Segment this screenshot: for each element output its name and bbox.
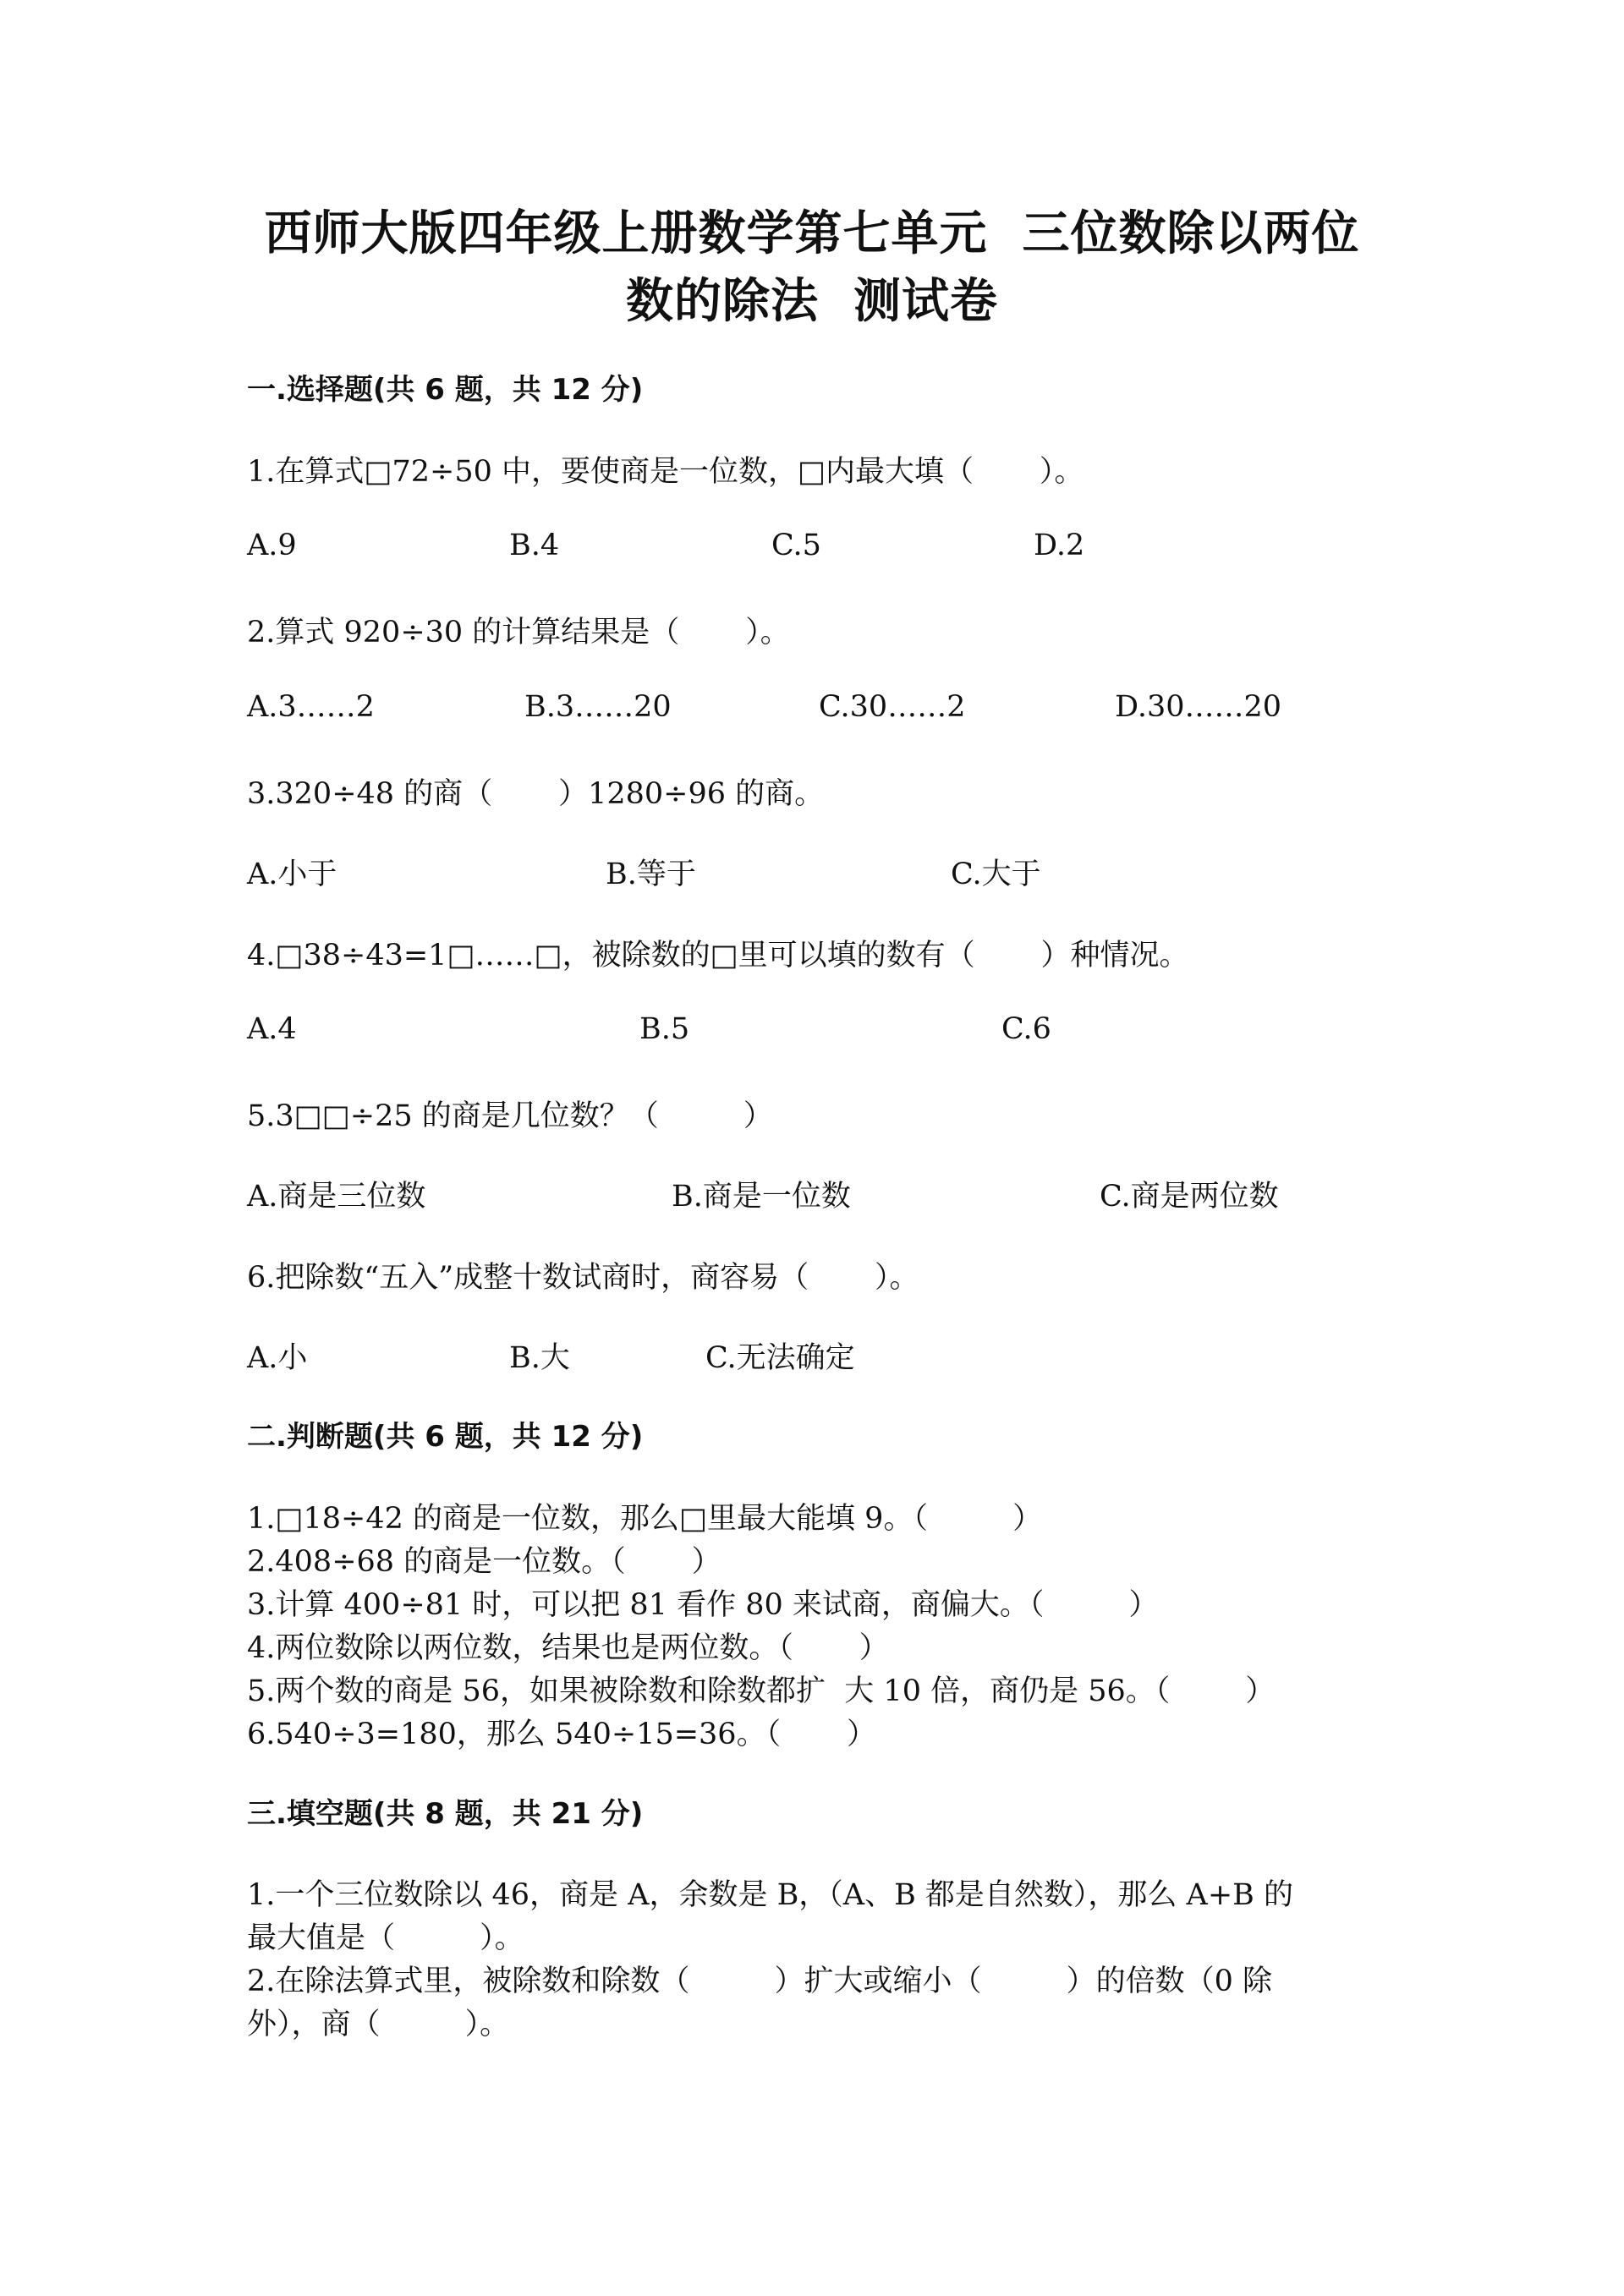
- option-d: D.2: [1034, 529, 1085, 562]
- fill-blank-line: 1.一个三位数除以 46，商是 A，余数是 B，（A、B 都是自然数），那么 A+B 的: [247, 1878, 1293, 1912]
- option-d: D.30……20: [1115, 690, 1282, 724]
- judgment-item: 3.计算 400÷81 时，可以把 81 看作 80 来试商，商偏大。（ ）: [247, 1588, 1159, 1622]
- option-a: A.小: [247, 1341, 308, 1375]
- question-text: 2.算式 920÷30 的计算结果是（ ）。: [247, 616, 790, 649]
- question-text: 3.320÷48 的商（ ）1280÷96 的商。: [247, 777, 825, 811]
- option-b: B.3……20: [524, 690, 672, 724]
- judgment-item: 6.540÷3=180，那么 540÷15=36。（ ）: [247, 1718, 876, 1751]
- option-b: B.5: [639, 1012, 690, 1046]
- judgment-item: 2.408÷68 的商是一位数。（ ）: [247, 1545, 721, 1579]
- option-a: A.商是三位数: [247, 1180, 426, 1214]
- section-heading-fill-blank: 三.填空题(共 8 题，共 21 分): [247, 1797, 644, 1831]
- option-a: A.9: [247, 529, 297, 562]
- judgment-item: 5.两个数的商是 56，如果被除数和除数都扩 大 10 倍，商仍是 56。（ ）: [247, 1674, 1276, 1708]
- fill-blank-line: 外），商（ ）。: [247, 2008, 510, 2041]
- option-a: A.小于: [247, 858, 337, 891]
- section-heading-judgment: 二.判断题(共 6 题，共 12 分): [247, 1420, 644, 1454]
- option-b: B.大: [509, 1341, 570, 1375]
- option-c: C.30……2: [819, 690, 966, 724]
- option-c: C.5: [771, 529, 821, 562]
- question-text: 6.把除数“五入”成整十数试商时，商容易（ ）。: [247, 1261, 919, 1295]
- option-c: C.大于: [951, 858, 1041, 891]
- section-heading-choice: 一.选择题(共 6 题，共 12 分): [247, 373, 644, 407]
- question-text: 5.3□□÷25 的商是几位数？（ ）: [247, 1099, 773, 1133]
- option-a: A.3……2: [247, 690, 375, 724]
- question-text: 1.在算式□72÷50 中，要使商是一位数，□内最大填（ ）。: [247, 455, 1084, 489]
- judgment-item: 4.两位数除以两位数，结果也是两位数。（ ）: [247, 1631, 889, 1665]
- fill-blank-line: 最大值是（ ）。: [247, 1921, 524, 1955]
- option-a: A.4: [247, 1012, 297, 1046]
- option-b: B.商是一位数: [672, 1180, 851, 1214]
- judgment-item: 1.□18÷42 的商是一位数，那么□里最大能填 9。（ ）: [247, 1502, 1043, 1536]
- option-c: C.无法确定: [705, 1341, 855, 1375]
- option-c: C.6: [1001, 1012, 1051, 1046]
- option-c: C.商是两位数: [1100, 1180, 1279, 1214]
- document-title-line-2: 数的除法 测试卷: [626, 274, 998, 329]
- question-text: 4.□38÷43=1□……□，被除数的□里可以填的数有（ ）种情况。: [247, 939, 1189, 973]
- option-b: B.等于: [606, 858, 696, 891]
- fill-blank-line: 2.在除法算式里，被除数和除数（ ）扩大或缩小（ ）的倍数（0 除: [247, 1964, 1273, 1998]
- option-b: B.4: [509, 529, 560, 562]
- document-title-line-1: 西师大版四年级上册数学第七单元 三位数除以两位: [264, 206, 1360, 261]
